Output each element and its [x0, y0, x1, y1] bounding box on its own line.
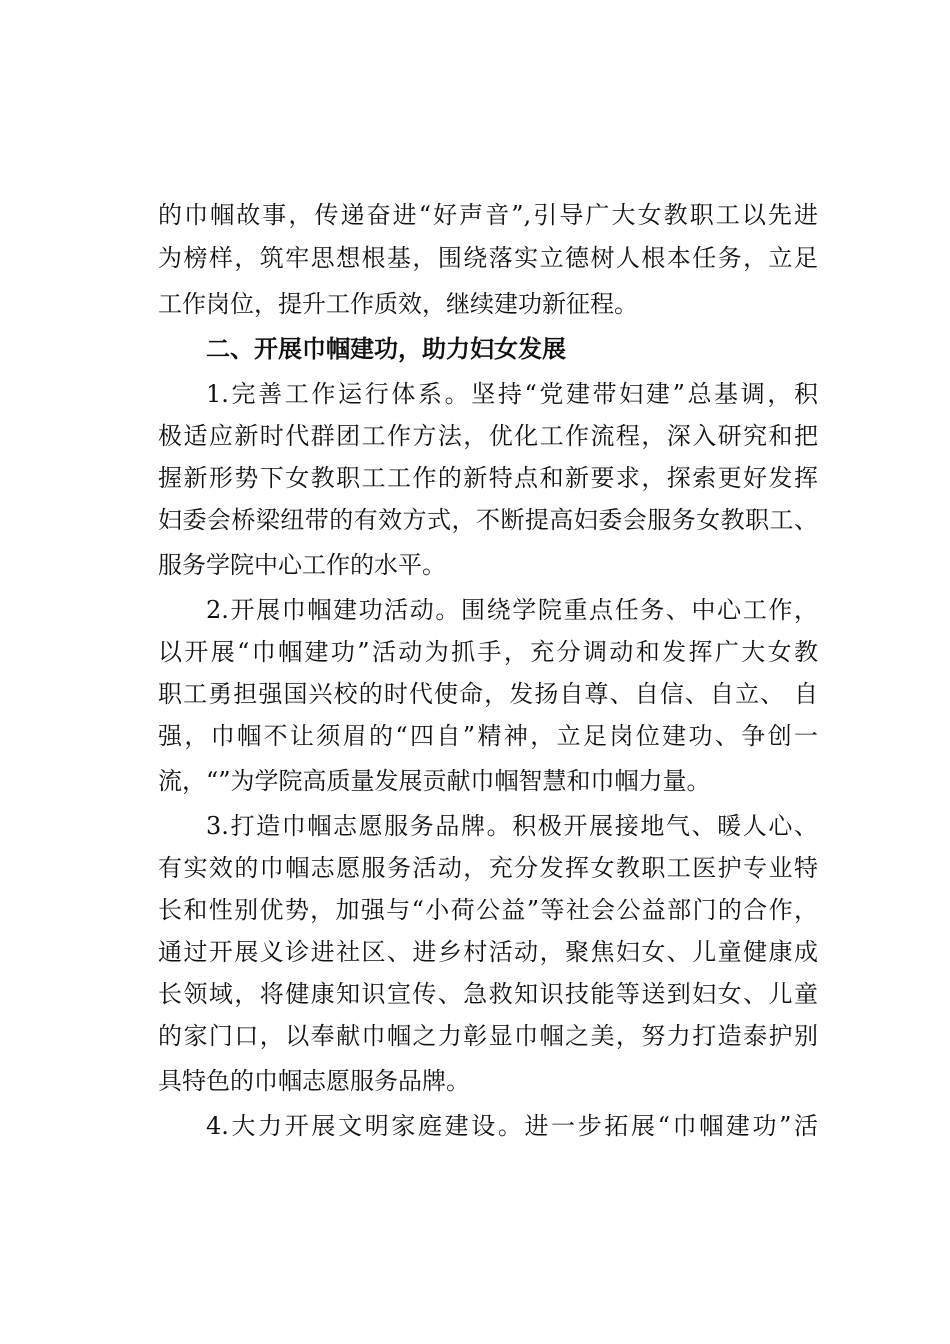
section-heading: 二、开展巾帼建功，助力妇女发展	[206, 335, 566, 363]
paragraph-line: 为榜样，筑牢思想根基，围绕落实立德树人根本任务，立足	[158, 244, 818, 272]
paragraph-line: 流，“”为学院高质量发展贡献巾帼智慧和巾帼力量。	[158, 767, 711, 795]
paragraph-line: 有实效的巾帼志愿服务活动，充分发挥女教职工医护专业特	[158, 854, 818, 882]
paragraph-line: 以开展“巾帼建功”活动为抓手，充分调动和发挥广大女教	[158, 638, 818, 666]
paragraph-line: 握新形势下女教职工工作的新特点和新要求，探索更好发挥	[158, 464, 818, 492]
paragraph-line: 2.开展巾帼建功活动。围绕学院重点任务、中心工作，	[206, 596, 818, 624]
paragraph-line: 长领域，将健康知识宣传、急救知识技能等送到妇女、儿童	[158, 980, 818, 1008]
paragraph-line: 长和性别优势，加强与“小荷公益”等社会公益部门的合作，	[158, 896, 818, 924]
paragraph-line: 极适应新时代群团工作方法，优化工作流程，深入研究和把	[158, 422, 818, 450]
paragraph-line: 3.打造巾帼志愿服务品牌。积极开展接地气、暖人心、	[206, 812, 818, 840]
paragraph-line: 1.完善工作运行体系。坚持“党建带妇建”总基调，积	[206, 380, 818, 408]
paragraph-line: 职工勇担强国兴校的时代使命，发扬自尊、自信、自立、 自	[158, 680, 818, 708]
paragraph-line: 妇委会桥梁纽带的有效方式，不断提高妇委会服务女教职工、	[158, 506, 818, 534]
paragraph-line: 4.大力开展文明家庭建设。进一步拓展“巾帼建功”活	[206, 1112, 818, 1140]
paragraph-line: 通过开展义诊进社区、进乡村活动，聚焦妇女、儿童健康成	[158, 938, 818, 966]
paragraph-line: 的巾帼故事，传递奋进“好声音”,引导广大女教职工以先进	[158, 201, 818, 229]
paragraph-line: 服务学院中心工作的水平。	[158, 551, 446, 579]
paragraph-line: 工作岗位，提升工作质效，继续建功新征程。	[158, 290, 638, 318]
paragraph-line: 具特色的巾帼志愿服务品牌。	[158, 1067, 470, 1095]
paragraph-line: 强，巾帼不让须眉的“四自”精神，立足岗位建功、争创一	[158, 722, 818, 750]
paragraph-line: 的家门口，以奉献巾帼之力彰显巾帼之美，努力打造泰护别	[158, 1022, 818, 1050]
